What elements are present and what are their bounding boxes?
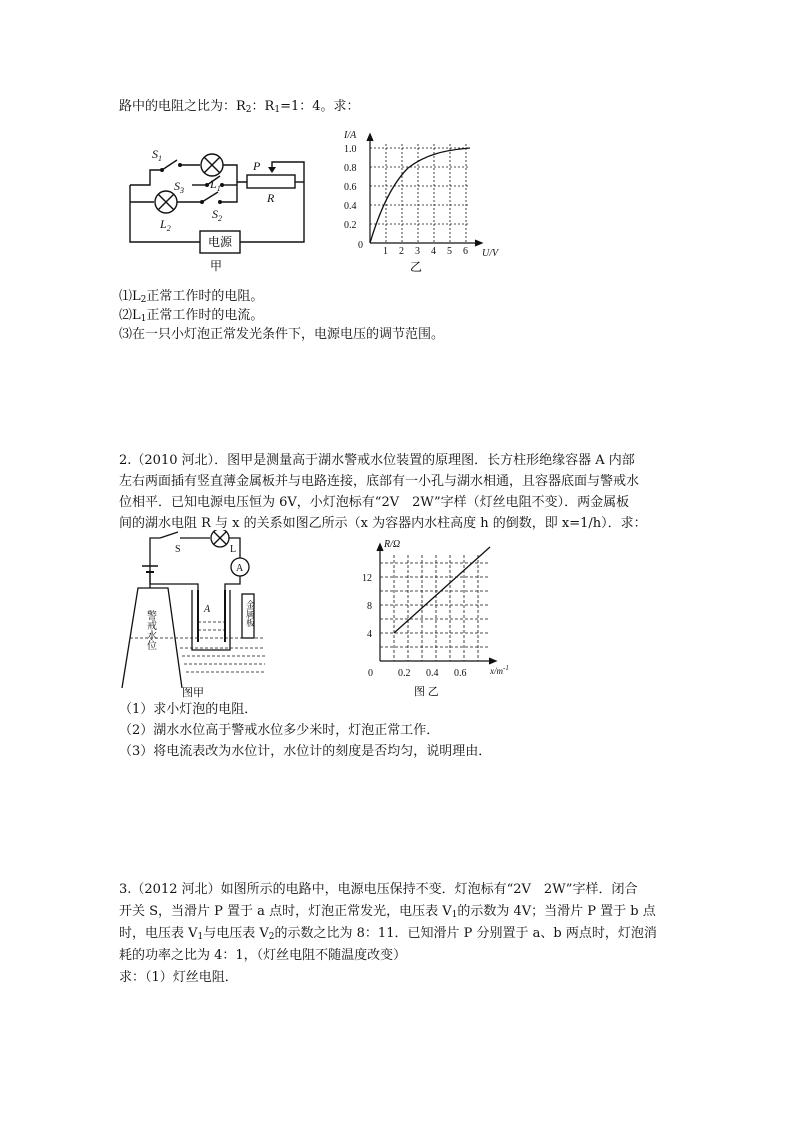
q3-line-4: 耗的功率之比为 4：1，（灯丝电阻不随温度改变） <box>119 948 407 963</box>
svg-text:S1: $S_1$ <box>152 147 162 163</box>
q2-line-1: 2.（2010 河北）．图甲是测量高于湖水警戒水位装置的原理图．长方柱形绝缘容器 A 内部 <box>119 453 635 468</box>
q2-line-4: 间的湖水电阻 R 与 x 的关系如图乙所示（x 为容器内水柱高度 h 的倒数，即 x=1/h）．求： <box>119 516 647 531</box>
svg-text:L: L <box>230 544 237 555</box>
svg-text:4: 4 <box>431 246 436 257</box>
svg-text:0.2: 0.2 <box>398 668 411 679</box>
q3-line-1: 3.（2012 河北）如图所示的电路中，电源电压保持不变．灯泡标有“2V 2W”字样．闭合 <box>119 882 638 897</box>
intro-text-b: ：R <box>251 99 275 114</box>
svg-text:R/Ω: R/Ω <box>384 539 401 550</box>
iu-graph-yi <box>338 126 508 276</box>
svg-text:6: 6 <box>463 246 468 257</box>
q3-line-3: 时，电压表 V1与电压表 V2的示数之比为 8：11．已知滑片 P 分别置于 a、b 两点时，灯泡消 <box>119 926 657 942</box>
svg-text:12: 12 <box>362 573 372 584</box>
intro-text-a: 路中的电阻之比为：R <box>119 99 246 114</box>
q2-line-3: 位相平．已知电源电压恒为 6V，小灯泡标有“2V 2W”字样（灯丝电阻不变）．两金属板 <box>119 495 630 510</box>
q3-line-2: 开关 S，当滑片 P 置于 a 点时，灯泡正常发光，电压表 V1的示数为 4V；当滑片 P 置于 b 点 <box>119 904 656 920</box>
q3-line-5: 求：（1）灯丝电阻． <box>119 970 238 985</box>
svg-text:0.2: 0.2 <box>344 220 357 231</box>
power-source-label: 电源 <box>208 235 233 249</box>
intro-line <box>119 97 360 120</box>
switch-s2 <box>202 192 218 202</box>
svg-text:S2: $S_2$ <box>212 207 222 223</box>
svg-text:2: 2 <box>399 246 404 257</box>
metal-plate-label: 金属板 <box>245 600 255 627</box>
svg-text:I/A: I/A <box>344 130 357 141</box>
svg-text:0: 0 <box>368 668 373 679</box>
svg-text:x/m-1: $x/m^{-1}$ <box>490 664 509 676</box>
svg-text:P: P <box>253 159 261 173</box>
svg-text:S3: $S_3$ <box>174 179 184 195</box>
svg-text:0: 0 <box>358 240 363 251</box>
q2-item-3: （3）将电流表改为水位计，水位计的刻度是否均匀，说明理由． <box>119 744 492 759</box>
wire-top-right <box>223 165 247 182</box>
wire-top-left <box>130 170 162 185</box>
svg-text:R: R <box>267 191 275 205</box>
intro-sub-1: 1 <box>274 105 281 115</box>
svg-text:0.4: 0.4 <box>344 201 357 212</box>
wire-right-plate <box>225 576 240 642</box>
fig-jia-q2-caption: 图甲 <box>182 687 204 698</box>
fig-jia-caption: 甲 <box>210 259 223 273</box>
svg-text:3: 3 <box>415 246 420 257</box>
svg-text:A: A <box>204 604 211 615</box>
svg-text:0.4: 0.4 <box>426 668 439 679</box>
warning-level-label: 警戒水位 <box>144 610 156 650</box>
r-x-graph-yi <box>358 535 518 700</box>
water-level-apparatus-jia <box>120 530 270 698</box>
q1-item-1: ⑴L2正常工作时的电阻。 <box>119 289 264 305</box>
svg-text:A: A <box>236 563 244 574</box>
svg-text:8: 8 <box>367 601 372 612</box>
q1-item-2: ⑵L1正常工作时的电流。 <box>119 308 264 324</box>
svg-text:1: 1 <box>383 246 388 257</box>
q1-item-3: ⑶在一只小灯泡正常发光条件下，电源电压的调节范围。 <box>119 327 445 342</box>
intro-sub-2: 2 <box>245 105 252 115</box>
q2-item-2: （2）湖水水位高于警戒水位多少米时，灯泡正常工作． <box>119 723 440 738</box>
svg-text:0.6: 0.6 <box>454 668 467 679</box>
svg-text:L2: $L_2$ <box>160 217 171 233</box>
svg-text:4: 4 <box>367 629 372 640</box>
svg-text:L1: $L_1$ <box>210 177 221 193</box>
switch-s-q2 <box>160 532 178 538</box>
q2-item-1: （1）求小灯泡的电阻． <box>119 702 258 717</box>
svg-text:0.8: 0.8 <box>344 163 357 174</box>
q2-line-2: 左右两面插有竖直薄金属板并与电路连接，底部有一小孔与湖水相通，且容器底面与警戒水 <box>119 474 640 489</box>
svg-text:S: S <box>175 544 181 555</box>
svg-text:0.6: 0.6 <box>344 182 357 193</box>
svg-text:5: 5 <box>447 246 452 257</box>
rheostat-r <box>247 175 295 188</box>
svg-text:U/V: U/V <box>482 248 499 259</box>
fig-yi-q2-caption: 图 乙 <box>414 686 439 698</box>
svg-text:1.0: 1.0 <box>344 144 357 155</box>
switch-s1 <box>162 160 177 170</box>
intro-text-c: =1：4。求： <box>280 99 360 114</box>
circuit-diagram-jia <box>122 140 322 275</box>
iu-curve <box>370 148 470 243</box>
fig-yi-caption: 乙 <box>410 260 423 274</box>
slider-arrow <box>268 167 276 173</box>
